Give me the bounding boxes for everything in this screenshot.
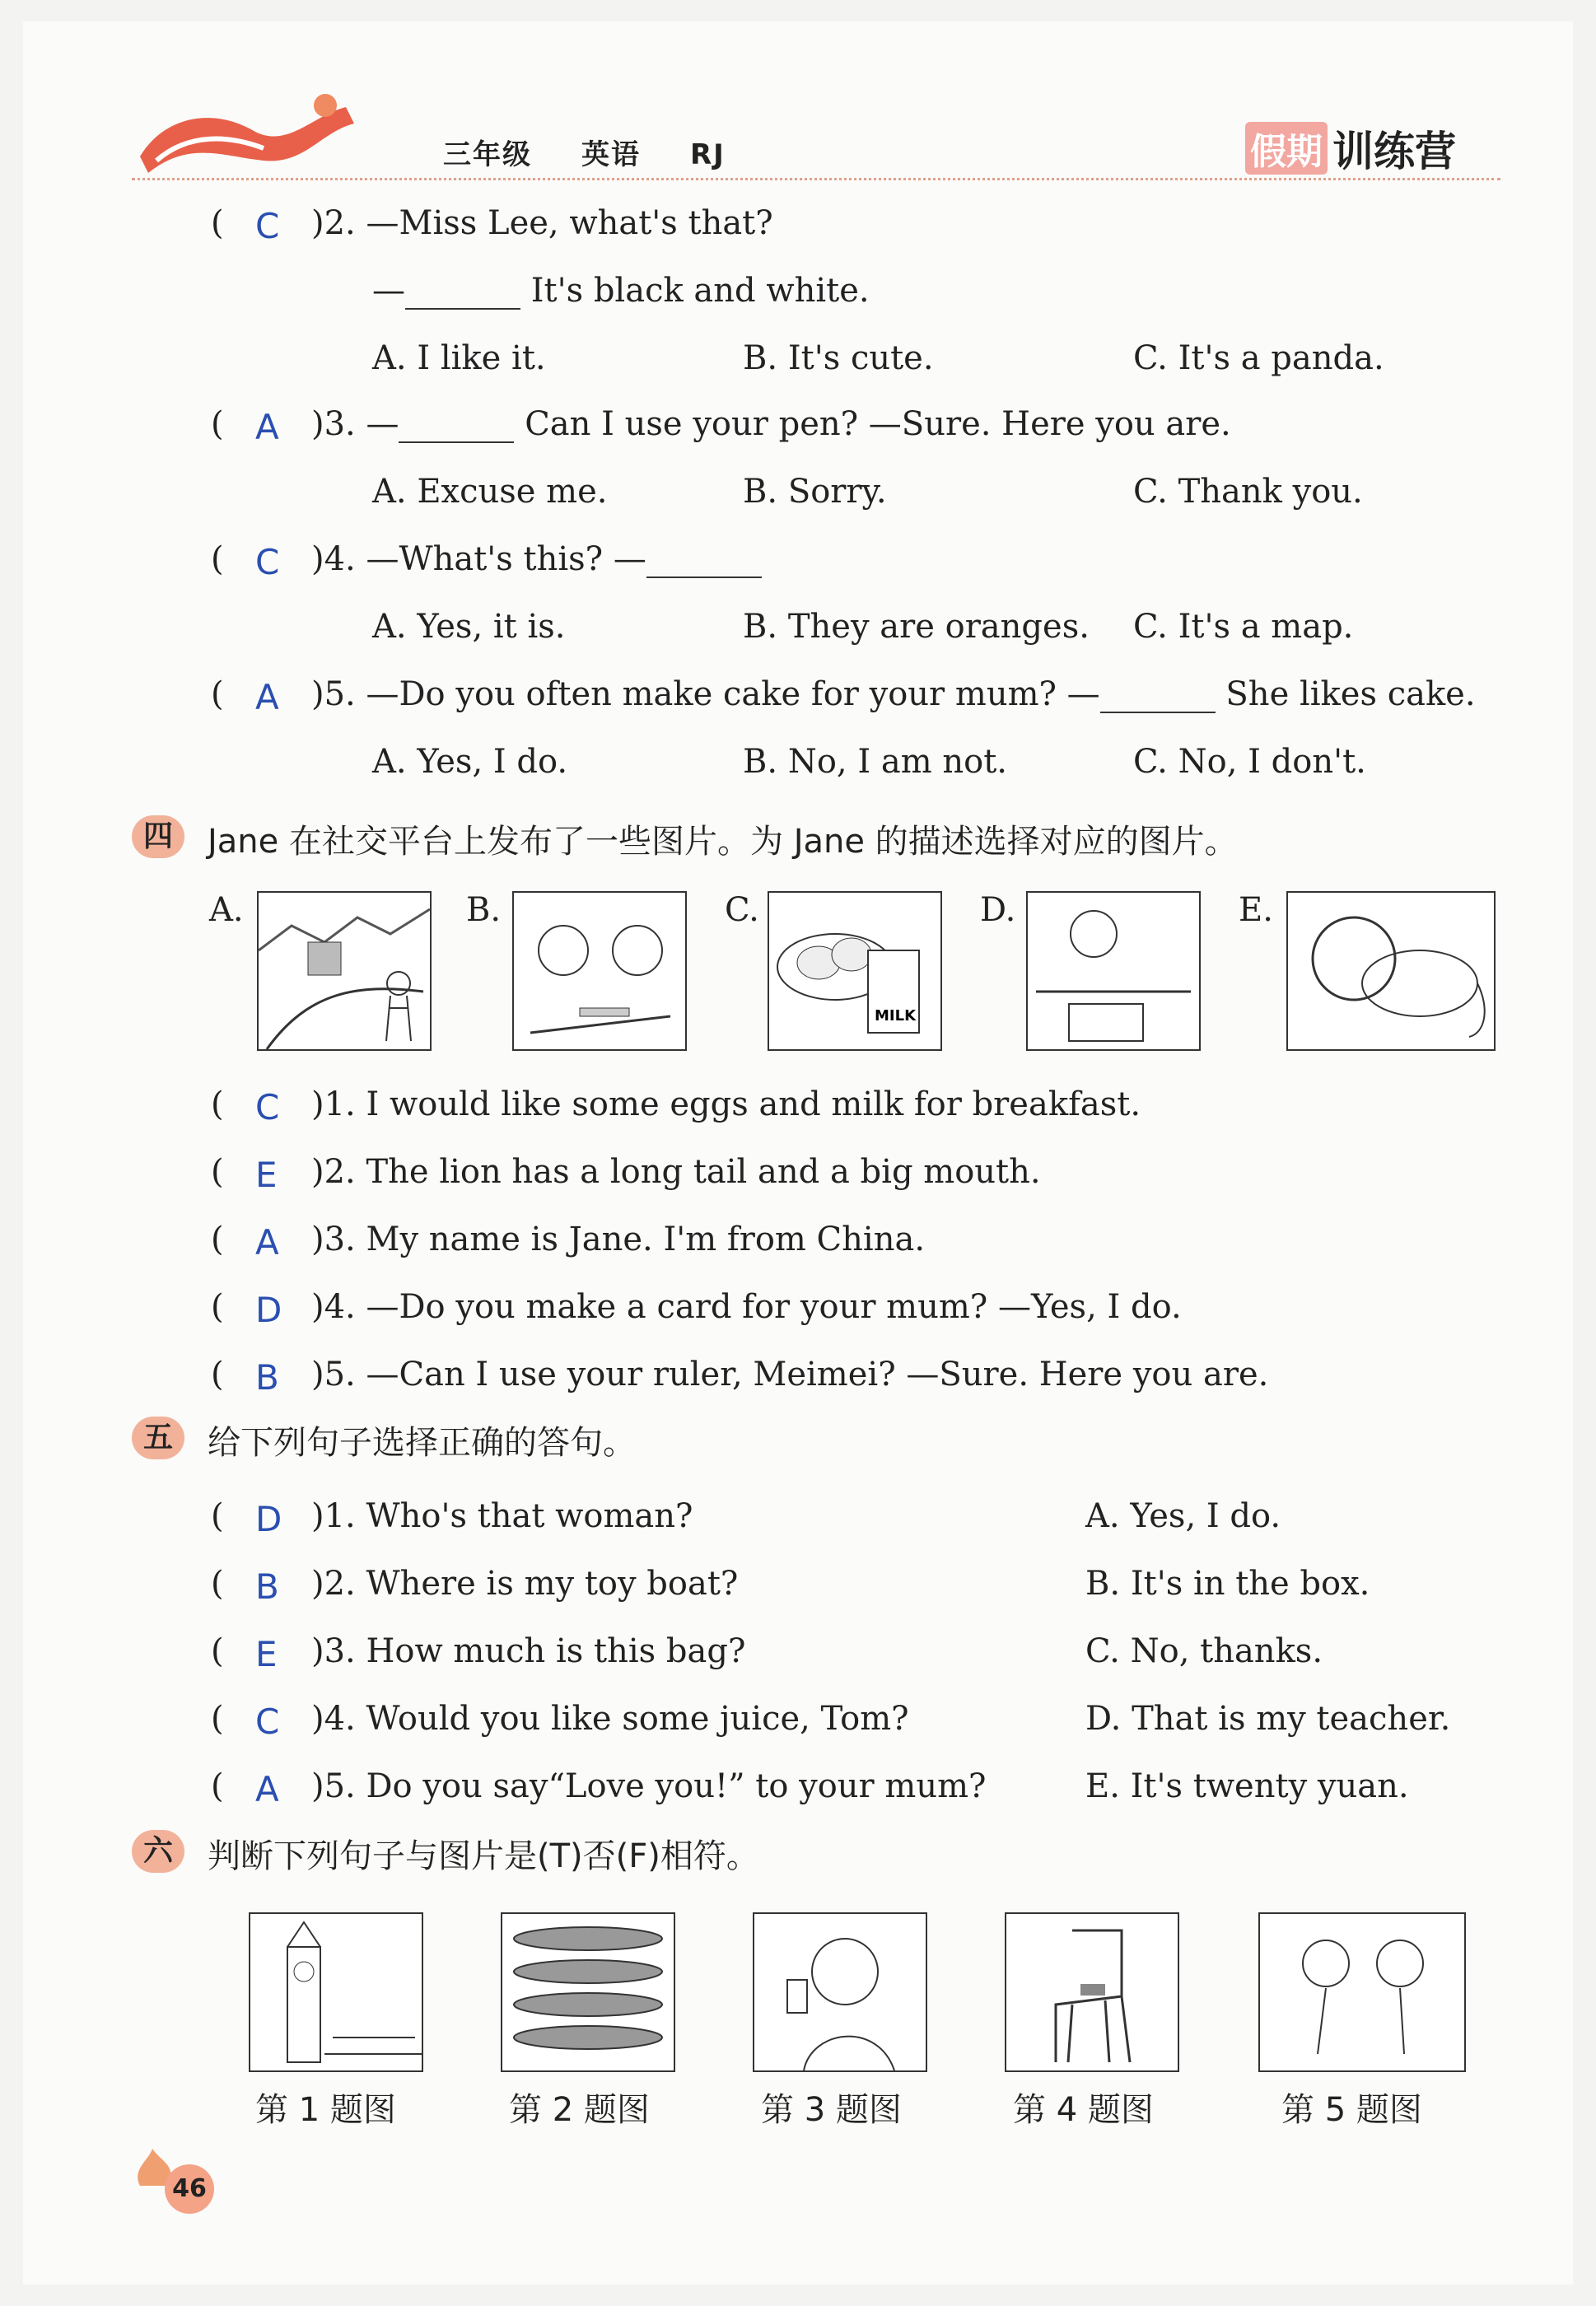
answer-letter: A	[255, 677, 279, 717]
question-open-paren: (	[211, 1700, 224, 1738]
picture-e-lion	[1286, 891, 1496, 1051]
section4-badge: 四	[132, 815, 184, 858]
option-b: B. Sorry.	[743, 473, 887, 511]
picture-d-label: D.	[980, 891, 1016, 929]
section4-title: Jane 在社交平台上发布了一些图片。为 Jane 的描述选择对应的图片。	[208, 823, 1238, 861]
question-text: )4. —Do you make a card for your mum? —Yes, I do.	[311, 1288, 1182, 1326]
answer-letter: B	[255, 1357, 279, 1398]
question-open-paren: (	[211, 540, 224, 578]
brand-highlight: 假期	[1245, 122, 1328, 175]
answer-blank	[1100, 684, 1216, 713]
section5-title: 给下列句子选择正确的答句。	[208, 1424, 636, 1462]
picture-c-eggs-milk	[768, 891, 942, 1051]
stem-pre: )5. —Do you often make cake for your mum? —	[311, 675, 1100, 713]
stem-pre: )3. —	[311, 405, 399, 443]
option-a: A. I like it.	[372, 339, 546, 377]
picture-a-label: A.	[209, 891, 244, 929]
figure-3-caption: 第 3 题图	[761, 2091, 902, 2129]
header-grade: 三年级	[443, 138, 532, 171]
milk-carton-label: MILK	[875, 1007, 917, 1025]
answer-letter: C	[255, 1087, 280, 1127]
answer-letter: C	[255, 1701, 280, 1742]
picture-b-two-girls	[512, 891, 687, 1051]
figure-3-boy-drinking	[753, 1912, 927, 2072]
page-number: 46	[165, 2164, 214, 2214]
answer-option: B. It's in the box.	[1085, 1565, 1370, 1603]
option-c: C. No, I don't.	[1133, 743, 1366, 781]
picture-a-great-wall	[257, 891, 432, 1051]
question-text: )5. —Can I use your ruler, Meimei? —Sure. Here you are.	[311, 1356, 1269, 1393]
figure-4-caption: 第 4 题图	[1013, 2091, 1154, 2129]
question-open-paren: (	[211, 1767, 224, 1805]
question-stem	[311, 405, 1231, 443]
answer-option: D. That is my teacher.	[1085, 1700, 1451, 1738]
option-a: A. Excuse me.	[372, 473, 608, 511]
header-dragon-logo	[132, 82, 362, 181]
figure-2-caption: 第 2 题图	[509, 2091, 650, 2129]
stem-pre: )4. —What's this? —	[311, 540, 646, 578]
question-open-paren: (	[211, 1153, 224, 1191]
option-b: B. They are oranges.	[743, 608, 1090, 646]
question-open-paren: (	[211, 405, 224, 443]
header-rule	[132, 178, 1500, 180]
question-open-paren: (	[211, 1288, 224, 1326]
section5-badge: 五	[132, 1417, 184, 1459]
question-text: )2. The lion has a long tail and a big mouth.	[311, 1153, 1041, 1191]
answer-option: C. No, thanks.	[1085, 1632, 1323, 1670]
figure-2-cakes	[501, 1912, 675, 2072]
figure-1-caption: 第 1 题图	[255, 2091, 396, 2129]
answer-letter: E	[255, 1634, 278, 1674]
option-b: B. It's cute.	[743, 339, 934, 377]
question-text: )4. Would you like some juice, Tom?	[311, 1700, 909, 1738]
question-open-paren: (	[211, 1565, 224, 1603]
question-text: )2. Where is my toy boat?	[311, 1565, 739, 1603]
stem-pre: —	[372, 272, 405, 310]
question-text: )3. My name is Jane. I'm from China.	[311, 1221, 926, 1258]
question-text: )3. How much is this bag?	[311, 1632, 746, 1670]
header-grade-subject	[443, 132, 775, 172]
option-a: A. Yes, it is.	[372, 608, 566, 646]
question-stem-line2	[372, 272, 870, 310]
section6-title: 判断下列句子与图片是(T)否(F)相符。	[208, 1837, 759, 1875]
answer-letter: A	[255, 1222, 279, 1263]
answer-blank	[405, 280, 520, 310]
question-stem	[311, 204, 773, 242]
question-open-paren: (	[211, 1085, 224, 1123]
answer-option: E. It's twenty yuan.	[1085, 1767, 1409, 1805]
question-text: )1. I would like some eggs and milk for breakfast.	[311, 1085, 1141, 1123]
answer-blank	[399, 413, 514, 443]
section6-badge: 六	[132, 1830, 184, 1873]
stem-post: She likes cake.	[1215, 675, 1476, 713]
picture-e-label: E.	[1239, 891, 1273, 929]
question-open-paren: (	[211, 1632, 224, 1670]
question-text: )5. Do you say“Love you!” to your mum?	[311, 1767, 987, 1805]
option-a: A. Yes, I do.	[372, 743, 568, 781]
answer-option: A. Yes, I do.	[1085, 1497, 1281, 1535]
answer-letter: D	[255, 1290, 282, 1330]
question-open-paren: (	[211, 204, 224, 242]
question-stem	[311, 675, 1476, 713]
figure-4-chair	[1005, 1912, 1179, 2072]
answer-letter: A	[255, 1769, 279, 1809]
stem-post: Can I use your pen? —Sure. Here you are.	[514, 405, 1231, 443]
brand-rest: 训练营	[1332, 128, 1456, 175]
question-open-paren: (	[211, 1356, 224, 1393]
header-subject: 英语	[581, 138, 641, 171]
stem-text: )2. —Miss Lee, what's that?	[311, 204, 773, 242]
picture-d-girl-card	[1026, 891, 1201, 1051]
picture-b-label: B.	[466, 891, 502, 929]
answer-letter: E	[255, 1155, 278, 1195]
answer-letter: A	[255, 407, 279, 447]
picture-c-label: C.	[725, 891, 759, 929]
answer-blank	[646, 548, 762, 578]
question-text: )1. Who's that woman?	[311, 1497, 693, 1535]
option-c: C. Thank you.	[1133, 473, 1363, 511]
answer-letter: B	[255, 1566, 279, 1607]
figure-5-two-girls-singing	[1258, 1912, 1466, 2072]
figure-1-big-ben	[249, 1912, 423, 2072]
answer-letter: D	[255, 1499, 282, 1539]
question-open-paren: (	[211, 675, 224, 713]
stem-post: It's black and white.	[520, 272, 870, 310]
question-open-paren: (	[211, 1221, 224, 1258]
question-open-paren: (	[211, 1497, 224, 1535]
figure-5-caption: 第 5 题图	[1281, 2091, 1422, 2129]
option-c: C. It's a panda.	[1133, 339, 1384, 377]
option-c: C. It's a map.	[1133, 608, 1354, 646]
header-edition: RJ	[690, 138, 726, 171]
answer-letter: C	[255, 542, 280, 582]
brand-title	[1245, 124, 1456, 173]
answer-letter: C	[255, 206, 280, 246]
question-stem	[311, 540, 762, 578]
option-b: B. No, I am not.	[743, 743, 1007, 781]
